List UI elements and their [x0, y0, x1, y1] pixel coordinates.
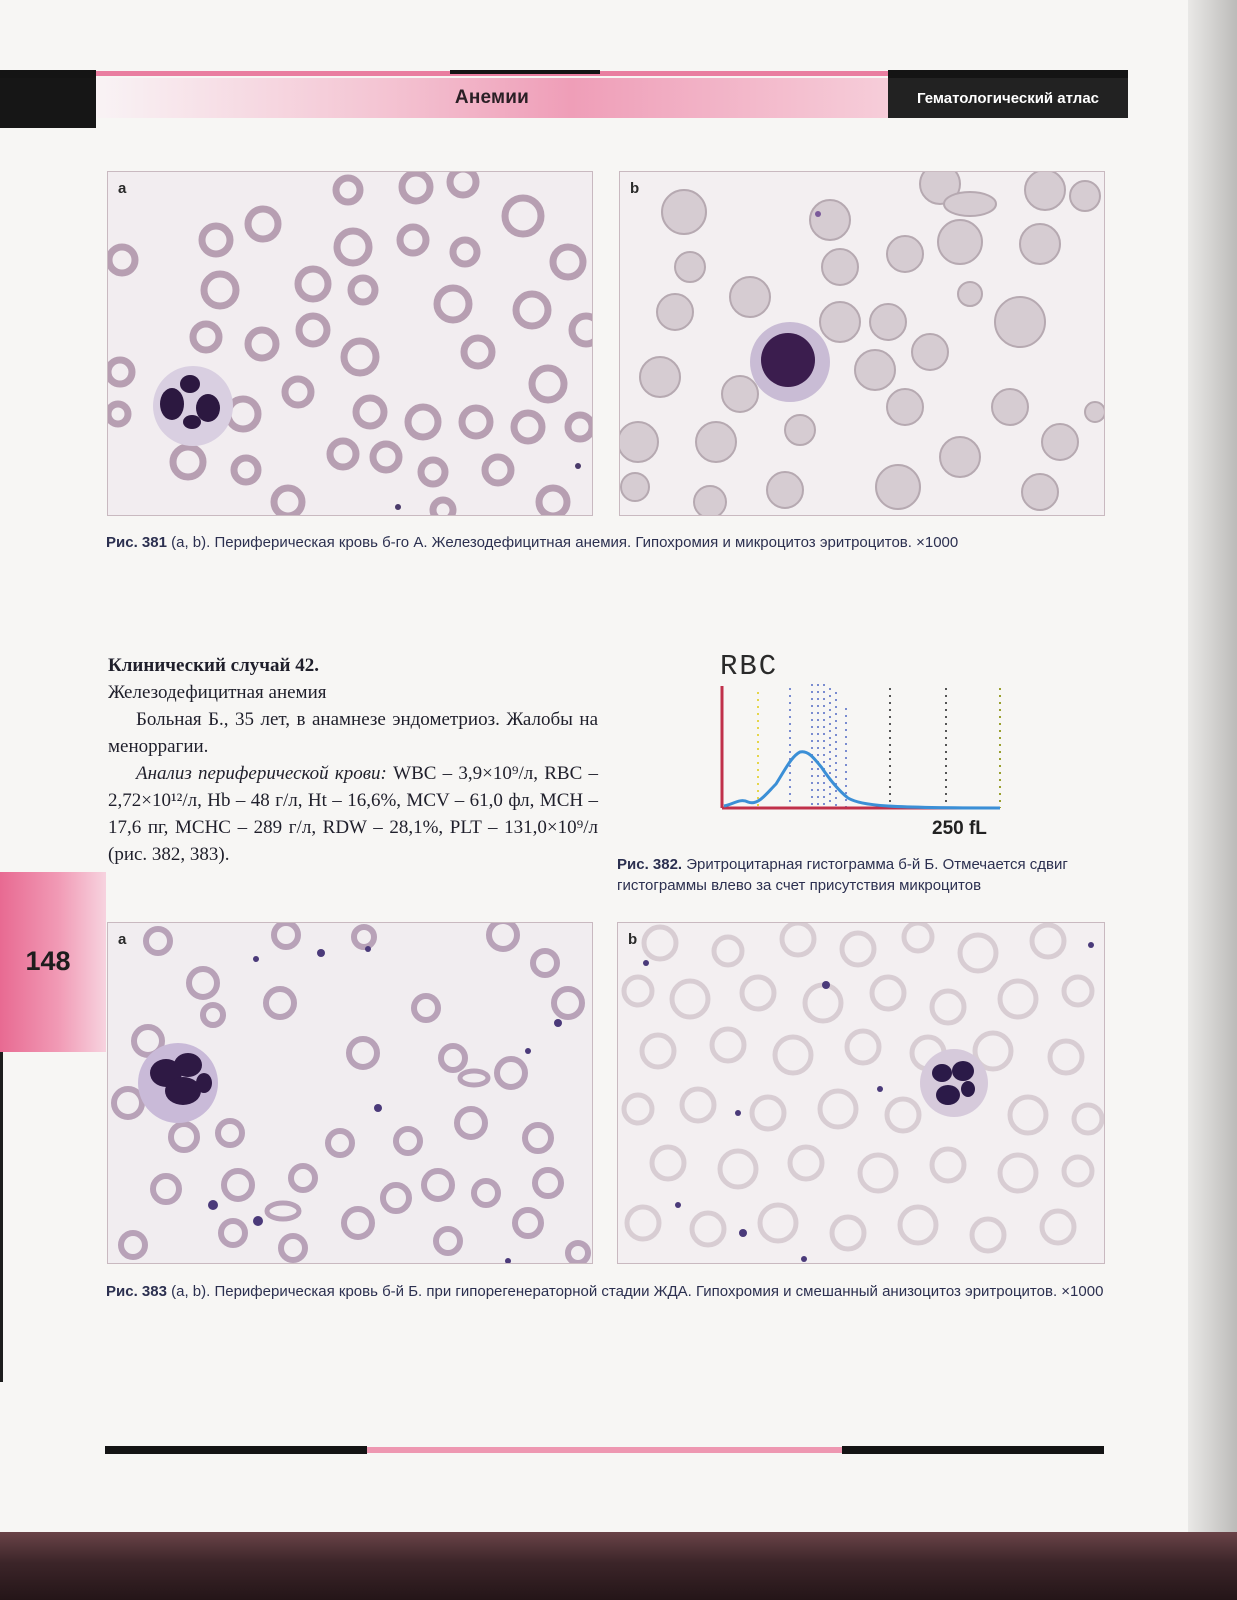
panel-label: b: [630, 180, 640, 197]
panel-label: a: [118, 931, 127, 948]
scan-bottom-edge: [0, 1532, 1237, 1600]
analysis-values: WBC – 3,9×10⁹/л, RBC – 2,72×10¹²/л, Hb – 48 г/л, Ht – 16,6%, MCV – 61,0 фл, MCH – 17,6 пг, MCHC – 289 г/л, RDW – 28,1%, PLT – 131,0×10⁹/л (рис. 382, 383).: [108, 763, 599, 865]
blood-smear-image: [108, 923, 592, 1263]
clinical-case-history: Больная Б., 35 лет, в анамнезе эндометриоз. Жалобы на меноррагии.: [108, 709, 598, 757]
analysis-label: Анализ периферической крови:: [136, 763, 387, 784]
book-title: Гематологический атлас: [888, 78, 1128, 118]
caption-text: (a, b). Периферическая кровь б-й Б. при гипорегенераторной стадии ЖДА. Гипохромия и смешанный анизоцитоз эритроцитов. ×1000: [166, 1283, 1104, 1300]
section-title: Анемии: [454, 87, 530, 108]
figure-383-panel-b: [617, 922, 1105, 1264]
blood-smear-image: [618, 923, 1104, 1263]
histogram-curve: [724, 752, 1000, 808]
figure-381-panel-b: [619, 171, 1105, 516]
panel-label: a: [118, 180, 127, 197]
caption-figure-number: Рис. 381: [106, 534, 167, 551]
histogram-title: RBC: [720, 650, 779, 683]
margin-rule: [0, 1052, 3, 1382]
scan-page-edge-shadow: [1188, 0, 1237, 1600]
clinical-case-title: Клинический случай 42.: [108, 655, 319, 676]
figure-382-caption: [617, 854, 1107, 896]
caption-text: Эритроцитарная гистограмма б-й Б. Отмечается сдвиг гистограммы влево за счет присутствия микроцитов: [617, 856, 1068, 894]
figure-381-panel-a: [107, 171, 593, 516]
footer-rule-left: [105, 1446, 367, 1454]
running-header: [96, 78, 888, 118]
clinical-case-analysis: [108, 760, 598, 868]
caption-figure-number: Рис. 382.: [617, 856, 683, 873]
caption-text: (a, b). Периферическая кровь б-го А. Железодефицитная анемия. Гипохромия и микроцитоз эритроцитов. ×1000: [166, 534, 959, 551]
header-rule-right: [888, 70, 1128, 78]
page-number: 148: [25, 946, 71, 976]
panel-label: b: [628, 931, 638, 948]
footer-rule-pink: [367, 1447, 842, 1453]
header-rule-left: [0, 70, 96, 78]
figure-383-caption: [106, 1281, 1106, 1302]
footer-rule-right: [842, 1446, 1104, 1454]
header-rule-middle: [450, 70, 600, 74]
caption-figure-number: Рис. 383: [106, 1283, 167, 1300]
clinical-case-diagnosis: Железодефицитная анемия: [108, 682, 327, 703]
histogram-unit: 250 fL: [932, 818, 987, 839]
histogram-reference-lines: [758, 684, 1000, 808]
clinical-case-text: [108, 652, 598, 868]
blood-smear-image: [108, 172, 592, 515]
figure-381-caption: [106, 532, 1106, 553]
header-left-block: [0, 78, 96, 128]
blood-smear-image: [620, 172, 1104, 515]
figure-383-panel-a: [107, 922, 593, 1264]
